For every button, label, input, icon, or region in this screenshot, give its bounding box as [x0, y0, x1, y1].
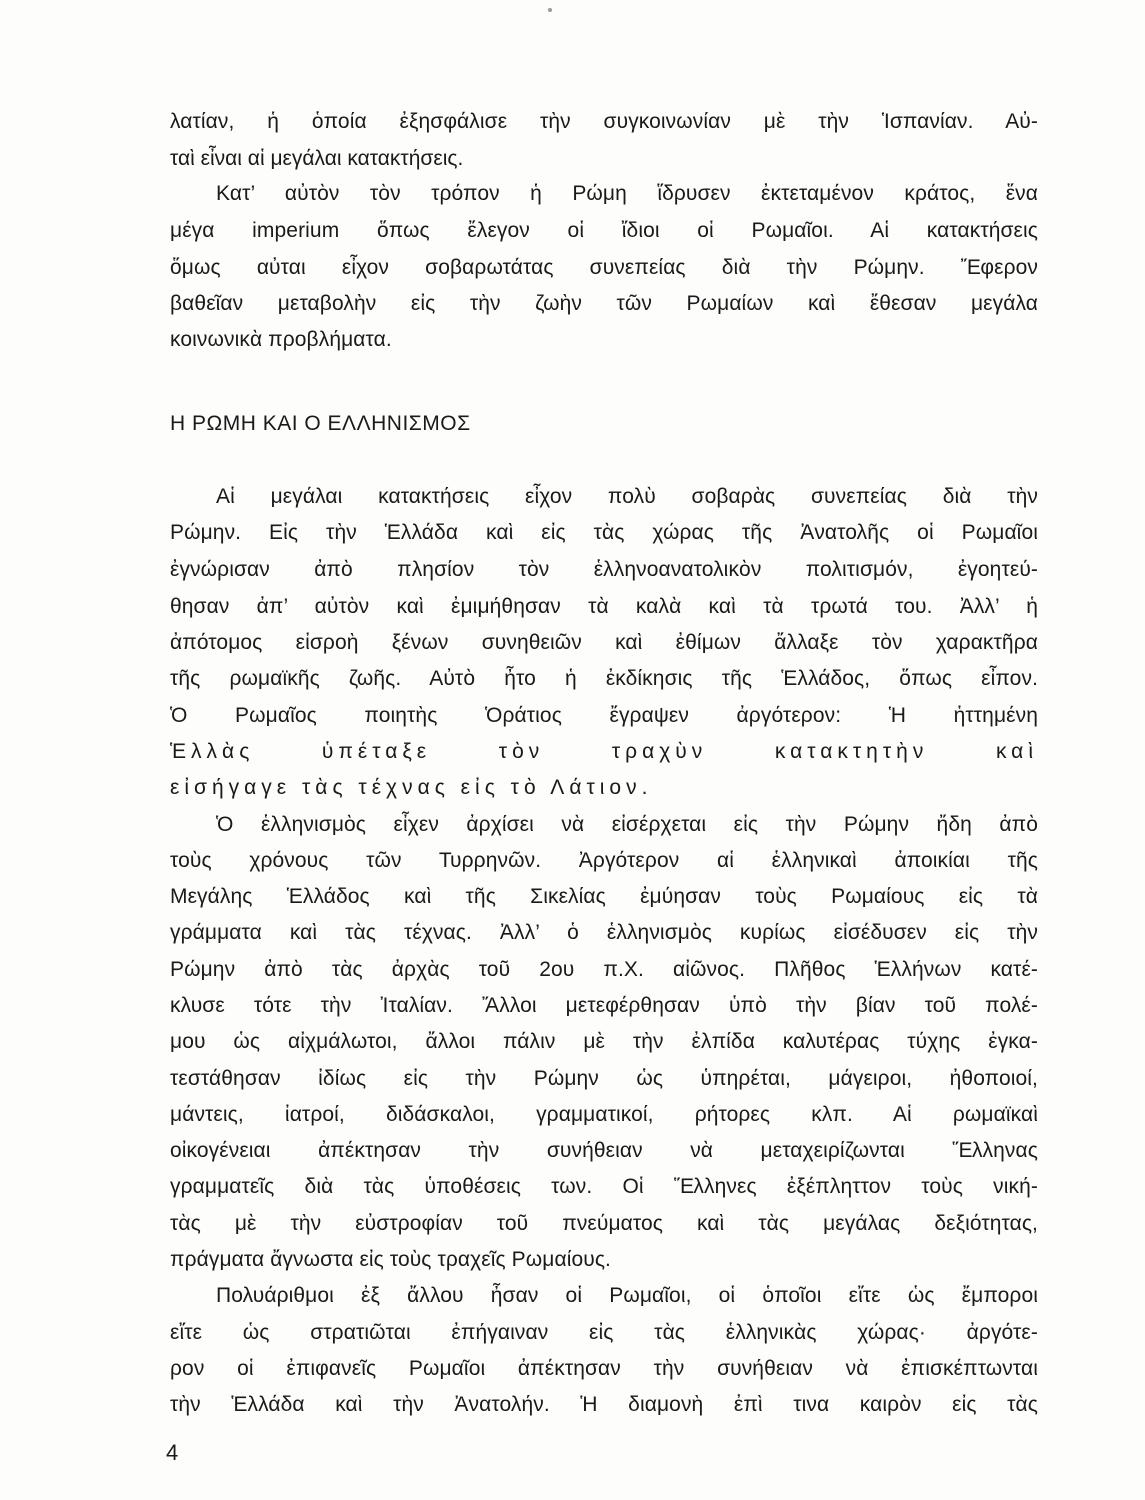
- text-line: ὅμως αὐται εἶχον σοβαρωτάτας συνεπείας διὰ τὴν Ρώμην. Ἔφερον: [170, 256, 1038, 279]
- text-line: ρον οἱ ἐπιφανεῖς Ρωμαῖοι ἀπέκτησαν τὴν συνήθειαν νὰ ἐπισκέπτωνται: [170, 1357, 1038, 1380]
- text-line: Ρώμην. Εἰς τὴν Ἑλλάδα καὶ εἰς τὰς χώρας τῆς Ἀνατολῆς οἱ Ρωμαῖοι: [170, 521, 1038, 544]
- text-line-spaced: Ἑλλὰς ὑπέταξε τὸν τραχὺν κατακτητὴν καὶ: [170, 740, 1038, 763]
- text-line: Πολυάριθμοι ἐξ ἄλλου ἦσαν οἱ Ρωμαῖοι, οἱ ὁποῖοι εἴτε ὡς ἔμποροι: [216, 1284, 1038, 1307]
- text-line: γραμματεῖς διὰ τὰς ὑποθέσεις των. Οἱ Ἕλληνες ἐξέπληττον τοὺς νική-: [170, 1175, 1038, 1198]
- text-line: τὴν Ἑλλάδα καὶ τὴν Ἀνατολήν. Ἡ διαμονὴ ἐπὶ τινα καιρὸν εἰς τὰς: [170, 1393, 1038, 1416]
- text-line: Μεγάλης Ἑλλάδος καὶ τῆς Σικελίας ἐμύησαν τοὺς Ρωμαίους εἰς τὰ: [170, 885, 1038, 908]
- text-line: ἐγνώρισαν ἀπὸ πλησίον τὸν ἑλληνοανατολικὸν πολιτισμόν, ἐγοητεύ-: [170, 558, 1038, 581]
- text-line: μου ὡς αἰχμάλωτοι, ἄλλοι πάλιν μὲ τὴν ἐλπίδα καλυτέρας τύχης ἐγκα-: [170, 1030, 1038, 1053]
- text-line: βαθεῖαν μεταβολὴν εἰς τὴν ζωὴν τῶν Ρωμαίων καὶ ἔθεσαν μεγάλα: [170, 292, 1038, 315]
- text-line: Κατ’ αὐτὸν τὸν τρόπον ἡ Ρώμη ἵδρυσεν ἐκτεταμένον κράτος, ἕνα: [216, 182, 1038, 205]
- text-line-spaced: εἰσήγαγε τὰς τέχνας εἰς τὸ Λάτιον.: [170, 776, 653, 799]
- text-line: μέγα imperium ὅπως ἔλεγον οἱ ἴδιοι οἱ Ρωμαῖοι. Αἱ κατακτήσεις: [170, 219, 1038, 242]
- section-heading: Η ΡΩΜΗ ΚΑΙ Ο ΕΛΛΗΝΙΣΜΟΣ: [170, 412, 471, 435]
- text-line: τῆς ρωμαϊκῆς ζωῆς. Αὐτὸ ἦτο ἡ ἐκδίκησις τῆς Ἑλλάδος, ὅπως εἶπον.: [170, 667, 1038, 690]
- text-line: πράγματα ἄγνωστα εἰς τοὺς τραχεῖς Ρωμαίους.: [170, 1248, 611, 1271]
- text-line: Ρώμην ἀπὸ τὰς ἀρχὰς τοῦ 2ου π.Χ. αἰῶνος. Πλῆθος Ἑλλήνων κατέ-: [170, 958, 1038, 981]
- text-line: εἴτε ὡς στρατιῶται ἐπήγαιναν εἰς τὰς ἑλληνικὰς χώρας· ἀργότε-: [170, 1321, 1038, 1344]
- text-line: κλυσε τότε τὴν Ἰταλίαν. Ἄλλοι μετεφέρθησαν ὑπὸ τὴν βίαν τοῦ πολέ-: [170, 994, 1038, 1017]
- text-line: τοὺς χρόνους τῶν Τυρρηνῶν. Ἀργότερον αἱ ἑλληνικαὶ ἀποικίαι τῆς: [170, 849, 1038, 872]
- text-line: τὰς μὲ τὴν εὐστροφίαν τοῦ πνεύματος καὶ τὰς μεγάλας δεξιότητας,: [170, 1212, 1038, 1235]
- text-line: οἰκογένειαι ἀπέκτησαν τὴν συνήθειαν νὰ μεταχειρίζωνται Ἕλληνας: [170, 1139, 1038, 1162]
- page-number: 4: [166, 1440, 179, 1465]
- text-line: λατίαν, ἡ ὁποία ἐξησφάλισε τὴν συγκοινωνίαν μὲ τὴν Ἱσπανίαν. Αὐ-: [170, 110, 1038, 133]
- text-line: ἀπότομος εἰσροὴ ξένων συνηθειῶν καὶ ἐθίμων ἄλλαξε τὸν χαρακτῆρα: [170, 631, 1038, 654]
- text-line-spaced: ταὶ εἶναι αἱ μεγάλαι κατακτήσεις.: [170, 147, 464, 170]
- text-line: κοινωνικὰ προβλήματα.: [170, 328, 392, 351]
- text-line: γράμματα καὶ τὰς τέχνας. Ἀλλ’ ὁ ἑλληνισμὸς κυρίως εἰσέδυσεν εἰς τὴν: [170, 921, 1038, 944]
- scan-speck: [548, 8, 552, 12]
- text-line: θησαν ἀπ’ αὐτὸν καὶ ἐμιμήθησαν τὰ καλὰ καὶ τὰ τρωτά του. Ἀλλ’ ἡ: [170, 595, 1038, 618]
- text-line: τεστάθησαν ἰδίως εἰς τὴν Ρώμην ὡς ὑπηρέται, μάγειροι, ἠθοποιοί,: [170, 1067, 1038, 1090]
- text-line: Αἱ μεγάλαι κατακτήσεις εἶχον πολὺ σοβαρὰς συνεπείας διὰ τὴν: [216, 485, 1038, 508]
- text-line: [170, 144, 1038, 174]
- text-line: Ὁ ἑλληνισμὸς εἶχεν ἀρχίσει νὰ εἰσέρχεται εἰς τὴν Ρώμην ἤδη ἀπὸ: [216, 813, 1038, 836]
- text-line: Ὁ Ρωμαῖος ποιητὴς Ὁράτιος ἔγραψεν ἀργότερον: Ἡ ἡττημένη: [170, 704, 1038, 727]
- text-line: μάντεις, ἰατροί, διδάσκαλοι, γραμματικοί, ρήτορες κλπ. Αἱ ρωμαϊκαὶ: [170, 1103, 1038, 1126]
